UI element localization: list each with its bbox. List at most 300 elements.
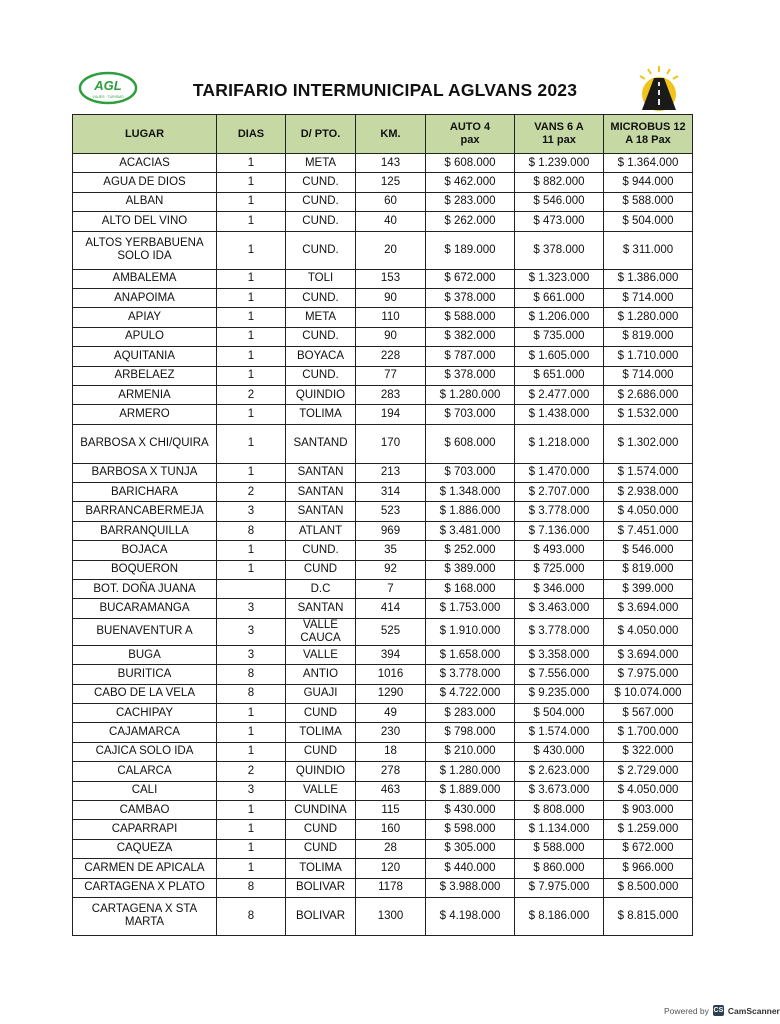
table-cell: 1	[217, 269, 286, 288]
table-cell: ALTOS YERBABUENA SOLO IDA	[73, 231, 217, 269]
agl-logo	[78, 70, 138, 106]
table-row	[73, 347, 693, 366]
table-cell: $ 1.206.000	[515, 308, 604, 327]
table-cell: $ 7.136.000	[515, 521, 604, 540]
table-cell: BOQUERON	[73, 560, 217, 579]
table-cell: 1	[217, 154, 286, 173]
table-cell: 35	[356, 541, 426, 560]
table-cell: $ 735.000	[515, 327, 604, 346]
table-cell: VALLE	[286, 781, 356, 800]
table-cell: $ 1.280.000	[604, 308, 693, 327]
table-cell: QUINDIO	[286, 762, 356, 781]
table-cell: VALLE	[286, 645, 356, 664]
table-cell: $ 966.000	[604, 859, 693, 878]
table-cell: $ 473.000	[515, 212, 604, 231]
table-cell: 1	[217, 541, 286, 560]
table-cell: $ 2.623.000	[515, 762, 604, 781]
table-cell: $ 189.000	[426, 231, 515, 269]
table-cell: $ 8.500.000	[604, 878, 693, 897]
table-cell: $ 493.000	[515, 541, 604, 560]
table-cell: 1	[217, 859, 286, 878]
table-cell: VALLE CAUCA	[286, 618, 356, 645]
table-cell: $ 378.000	[426, 366, 515, 385]
table-row	[73, 212, 693, 231]
table-cell: 20	[356, 231, 426, 269]
table-cell: ANAPOIMA	[73, 288, 217, 307]
table-cell: TOLIMA	[286, 405, 356, 424]
table-cell: BUENAVENTUR A	[73, 618, 217, 645]
column-header: DIAS	[217, 115, 286, 154]
table-cell: $ 567.000	[604, 703, 693, 722]
table-row	[73, 385, 693, 404]
table-cell: 143	[356, 154, 426, 173]
table-cell: $ 787.000	[426, 347, 515, 366]
table-row	[73, 521, 693, 540]
table-cell: 160	[356, 820, 426, 839]
table-cell: $ 798.000	[426, 723, 515, 742]
table-row	[73, 762, 693, 781]
table-cell: ATLANT	[286, 521, 356, 540]
table-cell: $ 389.000	[426, 560, 515, 579]
table-cell: 283	[356, 385, 426, 404]
table-cell: 153	[356, 269, 426, 288]
table-cell: 1	[217, 288, 286, 307]
table-cell: $ 661.000	[515, 288, 604, 307]
table-cell: 1	[217, 742, 286, 761]
table-cell: 170	[356, 424, 426, 463]
table-cell: SANTAN	[286, 463, 356, 482]
table-row	[73, 839, 693, 858]
table-cell: 3	[217, 618, 286, 645]
table-cell: CUND	[286, 560, 356, 579]
table-cell: $ 1.438.000	[515, 405, 604, 424]
table-row	[73, 269, 693, 288]
table-cell: CALARCA	[73, 762, 217, 781]
table-cell: CUND	[286, 742, 356, 761]
table-cell: SANTAN	[286, 599, 356, 618]
table-cell: $ 672.000	[426, 269, 515, 288]
table-cell: $ 262.000	[426, 212, 515, 231]
table-cell: 1	[217, 723, 286, 742]
table-cell: META	[286, 154, 356, 173]
table-cell: 90	[356, 327, 426, 346]
table-cell: $ 725.000	[515, 560, 604, 579]
table-cell: CUND.	[286, 366, 356, 385]
table-cell: APULO	[73, 327, 217, 346]
table-cell: 414	[356, 599, 426, 618]
camscanner-footer	[664, 1005, 780, 1016]
table-cell: 1	[217, 212, 286, 231]
table-cell: CARTAGENA X PLATO	[73, 878, 217, 897]
table-row	[73, 231, 693, 269]
table-row	[73, 463, 693, 482]
table-row	[73, 645, 693, 664]
table-cell: $ 608.000	[426, 154, 515, 173]
table-row	[73, 684, 693, 703]
table-cell: CABO DE LA VELA	[73, 684, 217, 703]
table-cell: 8	[217, 897, 286, 935]
table-cell: 77	[356, 366, 426, 385]
table-cell: $ 1.348.000	[426, 483, 515, 502]
table-cell: $ 7.975.000	[604, 665, 693, 684]
table-cell: GUAJI	[286, 684, 356, 703]
logo-tagline: VIAJES · TURISMO	[92, 95, 124, 99]
table-cell: $ 1.386.000	[604, 269, 693, 288]
table-cell: 8	[217, 684, 286, 703]
table-cell: CAJAMARCA	[73, 723, 217, 742]
table-cell: $ 4.198.000	[426, 897, 515, 935]
table-cell: BUGA	[73, 645, 217, 664]
camscanner-brand: CamScanner	[727, 1005, 780, 1016]
table-row	[73, 560, 693, 579]
logo-text: AGL	[94, 78, 122, 93]
table-row	[73, 742, 693, 761]
table-row	[73, 800, 693, 819]
table-row	[73, 405, 693, 424]
table-cell: BOT. DOÑA JUANA	[73, 580, 217, 599]
table-cell: $ 10.074.000	[604, 684, 693, 703]
table-cell: 1	[217, 560, 286, 579]
table-cell: $ 860.000	[515, 859, 604, 878]
table-cell: 90	[356, 288, 426, 307]
table-row	[73, 327, 693, 346]
table-cell: $ 1.710.000	[604, 347, 693, 366]
table-cell: TOLI	[286, 269, 356, 288]
table-cell: $ 598.000	[426, 820, 515, 839]
table-cell: APIAY	[73, 308, 217, 327]
table-cell: $ 1.753.000	[426, 599, 515, 618]
table-cell: $ 4.050.000	[604, 781, 693, 800]
table-cell: CAQUEZA	[73, 839, 217, 858]
table-cell: 115	[356, 800, 426, 819]
table-cell: $ 168.000	[426, 580, 515, 599]
road-sun-logo	[630, 64, 688, 110]
table-cell: CALI	[73, 781, 217, 800]
table-cell: $ 3.694.000	[604, 645, 693, 664]
table-cell: $ 944.000	[604, 173, 693, 192]
table-cell: CAMBAO	[73, 800, 217, 819]
column-header: KM.	[356, 115, 426, 154]
table-cell: BARICHARA	[73, 483, 217, 502]
table-cell: BUCARAMANGA	[73, 599, 217, 618]
table-cell: $ 322.000	[604, 742, 693, 761]
table-row	[73, 703, 693, 722]
table-cell: $ 3.694.000	[604, 599, 693, 618]
table-row	[73, 288, 693, 307]
table-row	[73, 665, 693, 684]
table-cell: 228	[356, 347, 426, 366]
table-cell: $ 311.000	[604, 231, 693, 269]
table-cell: TOLIMA	[286, 859, 356, 878]
column-header: D/ PTO.	[286, 115, 356, 154]
table-cell: $ 819.000	[604, 560, 693, 579]
table-cell: CUND.	[286, 212, 356, 231]
table-cell: 1300	[356, 897, 426, 935]
table-cell: $ 1.134.000	[515, 820, 604, 839]
table-cell: $ 430.000	[426, 800, 515, 819]
table-cell: $ 1.302.000	[604, 424, 693, 463]
table-cell: CACHIPAY	[73, 703, 217, 722]
table-cell: $ 808.000	[515, 800, 604, 819]
table-cell: $ 440.000	[426, 859, 515, 878]
column-header: MICROBUS 12 A 18 Pax	[604, 115, 693, 154]
table-cell: SANTAND	[286, 424, 356, 463]
tariff-table	[72, 114, 693, 936]
table-cell: $ 588.000	[515, 839, 604, 858]
table-cell: $ 1.364.000	[604, 154, 693, 173]
table-cell: 2	[217, 385, 286, 404]
table-cell: $ 1.605.000	[515, 347, 604, 366]
table-cell: $ 546.000	[604, 541, 693, 560]
table-cell: BOLIVAR	[286, 897, 356, 935]
table-cell: 525	[356, 618, 426, 645]
table-cell: 523	[356, 502, 426, 521]
table-cell: 969	[356, 521, 426, 540]
table-cell: $ 2.938.000	[604, 483, 693, 502]
table-cell: CUND.	[286, 541, 356, 560]
table-cell: 8	[217, 878, 286, 897]
table-cell	[217, 580, 286, 599]
table-cell: $ 3.778.000	[426, 665, 515, 684]
table-cell: $ 1.532.000	[604, 405, 693, 424]
table-cell: 1	[217, 192, 286, 211]
table-cell: 2	[217, 483, 286, 502]
table-cell: $ 714.000	[604, 366, 693, 385]
table-cell: 230	[356, 723, 426, 742]
table-cell: BARRANQUILLA	[73, 521, 217, 540]
table-cell: $ 1.574.000	[604, 463, 693, 482]
table-cell: CUND.	[286, 173, 356, 192]
table-cell: $ 1.218.000	[515, 424, 604, 463]
table-cell: $ 3.988.000	[426, 878, 515, 897]
table-cell: 463	[356, 781, 426, 800]
table-cell: 213	[356, 463, 426, 482]
table-cell: 1	[217, 308, 286, 327]
table-cell: CARTAGENA X STA MARTA	[73, 897, 217, 935]
column-header: VANS 6 A 11 pax	[515, 115, 604, 154]
table-cell: BOJACA	[73, 541, 217, 560]
table-cell: ARBELAEZ	[73, 366, 217, 385]
table-row	[73, 366, 693, 385]
table-cell: 1	[217, 173, 286, 192]
powered-by-label: Powered by	[664, 1005, 709, 1016]
table-cell: $ 703.000	[426, 405, 515, 424]
table-cell: $ 504.000	[604, 212, 693, 231]
table-row	[73, 173, 693, 192]
table-cell: $ 1.910.000	[426, 618, 515, 645]
table-cell: $ 252.000	[426, 541, 515, 560]
table-cell: ALBAN	[73, 192, 217, 211]
table-cell: 1178	[356, 878, 426, 897]
table-cell: 2	[217, 762, 286, 781]
table-cell: $ 4.050.000	[604, 618, 693, 645]
table-cell: CUND	[286, 703, 356, 722]
table-cell: $ 1.280.000	[426, 762, 515, 781]
table-cell: 1	[217, 839, 286, 858]
table-cell: BARBOSA X TUNJA	[73, 463, 217, 482]
table-cell: ANTIO	[286, 665, 356, 684]
table-cell: 314	[356, 483, 426, 502]
table-cell: AGUA DE DIOS	[73, 173, 217, 192]
table-cell: CUNDINA	[286, 800, 356, 819]
table-row	[73, 154, 693, 173]
table-cell: CUND.	[286, 231, 356, 269]
table-cell: $ 3.778.000	[515, 502, 604, 521]
table-cell: $ 1.239.000	[515, 154, 604, 173]
table-cell: 3	[217, 599, 286, 618]
table-cell: $ 1.280.000	[426, 385, 515, 404]
column-header: AUTO 4 pax	[426, 115, 515, 154]
table-row	[73, 618, 693, 645]
table-cell: ACACIAS	[73, 154, 217, 173]
table-cell: CUND	[286, 839, 356, 858]
table-cell: $ 3.358.000	[515, 645, 604, 664]
table-cell: $ 882.000	[515, 173, 604, 192]
table-row	[73, 859, 693, 878]
table-cell: $ 283.000	[426, 192, 515, 211]
table-cell: $ 714.000	[604, 288, 693, 307]
table-cell: 8	[217, 665, 286, 684]
camscanner-icon: CS	[713, 1007, 724, 1014]
table-cell: 92	[356, 560, 426, 579]
table-cell: $ 210.000	[426, 742, 515, 761]
table-cell: CARMEN DE APICALA	[73, 859, 217, 878]
table-row	[73, 723, 693, 742]
table-cell: BOLIVAR	[286, 878, 356, 897]
table-cell: $ 7.556.000	[515, 665, 604, 684]
table-cell: $ 1.886.000	[426, 502, 515, 521]
table-cell: 40	[356, 212, 426, 231]
table-cell: $ 703.000	[426, 463, 515, 482]
table-cell: CUND	[286, 820, 356, 839]
table-cell: $ 2.707.000	[515, 483, 604, 502]
table-cell: TOLIMA	[286, 723, 356, 742]
table-header-row	[73, 115, 693, 154]
table-cell: $ 1.470.000	[515, 463, 604, 482]
table-cell: BARRANCABERMEJA	[73, 502, 217, 521]
table-cell: $ 672.000	[604, 839, 693, 858]
table-cell: 110	[356, 308, 426, 327]
table-cell: CAJICA SOLO IDA	[73, 742, 217, 761]
table-cell: $ 1.574.000	[515, 723, 604, 742]
table-row	[73, 424, 693, 463]
table-cell: $ 2.686.000	[604, 385, 693, 404]
table-cell: 18	[356, 742, 426, 761]
table-cell: SANTAN	[286, 483, 356, 502]
table-cell: CUND.	[286, 327, 356, 346]
table-cell: $ 588.000	[604, 192, 693, 211]
table-row	[73, 308, 693, 327]
table-row	[73, 820, 693, 839]
table-cell: $ 378.000	[426, 288, 515, 307]
table-cell: QUINDIO	[286, 385, 356, 404]
table-row	[73, 781, 693, 800]
table-cell: 194	[356, 405, 426, 424]
table-cell: 125	[356, 173, 426, 192]
table-cell: $ 430.000	[515, 742, 604, 761]
table-cell: $ 7.451.000	[604, 521, 693, 540]
table-cell: $ 305.000	[426, 839, 515, 858]
table-cell: 1290	[356, 684, 426, 703]
table-cell: AQUITANIA	[73, 347, 217, 366]
table-cell: 1	[217, 424, 286, 463]
table-cell: 60	[356, 192, 426, 211]
table-cell: BURITICA	[73, 665, 217, 684]
table-cell: ALTO DEL VINO	[73, 212, 217, 231]
table-cell: 278	[356, 762, 426, 781]
column-header: LUGAR	[73, 115, 217, 154]
table-cell: $ 608.000	[426, 424, 515, 463]
table-cell: SANTAN	[286, 502, 356, 521]
table-cell: AMBALEMA	[73, 269, 217, 288]
table-cell: 7	[356, 580, 426, 599]
table-cell: CAPARRAPI	[73, 820, 217, 839]
table-cell: 1	[217, 405, 286, 424]
table-cell: $ 651.000	[515, 366, 604, 385]
table-cell: 49	[356, 703, 426, 722]
table-cell: $ 819.000	[604, 327, 693, 346]
table-row	[73, 897, 693, 935]
table-cell: 28	[356, 839, 426, 858]
table-cell: $ 3.481.000	[426, 521, 515, 540]
table-cell: $ 1.700.000	[604, 723, 693, 742]
table-row	[73, 483, 693, 502]
table-cell: $ 504.000	[515, 703, 604, 722]
table-cell: D.C	[286, 580, 356, 599]
table-row	[73, 599, 693, 618]
table-cell: 1	[217, 463, 286, 482]
page-title: TARIFARIO INTERMUNICIPAL AGLVANS 2023	[192, 80, 578, 100]
table-cell: $ 1.658.000	[426, 645, 515, 664]
table-cell: $ 588.000	[426, 308, 515, 327]
table-cell: 3	[217, 502, 286, 521]
table-cell: 1	[217, 231, 286, 269]
table-cell: $ 546.000	[515, 192, 604, 211]
table-cell: $ 378.000	[515, 231, 604, 269]
table-row	[73, 502, 693, 521]
table-cell: $ 399.000	[604, 580, 693, 599]
table-row	[73, 192, 693, 211]
table-cell: $ 7.975.000	[515, 878, 604, 897]
table-cell: ARMERO	[73, 405, 217, 424]
table-cell: $ 3.778.000	[515, 618, 604, 645]
table-cell: 394	[356, 645, 426, 664]
table-cell: 1	[217, 820, 286, 839]
table-cell: 1	[217, 366, 286, 385]
table-cell: $ 2.477.000	[515, 385, 604, 404]
table-cell: 1	[217, 800, 286, 819]
table-cell: $ 382.000	[426, 327, 515, 346]
table-cell: 1016	[356, 665, 426, 684]
table-cell: $ 1.889.000	[426, 781, 515, 800]
table-cell: BOYACA	[286, 347, 356, 366]
table-row	[73, 878, 693, 897]
table-cell: $ 8.815.000	[604, 897, 693, 935]
table-row	[73, 541, 693, 560]
table-cell: CUND.	[286, 192, 356, 211]
table-cell: $ 3.673.000	[515, 781, 604, 800]
table-cell: BARBOSA X CHI/QUIRA	[73, 424, 217, 463]
table-cell: 3	[217, 645, 286, 664]
table-cell: 1	[217, 347, 286, 366]
table-cell: 8	[217, 521, 286, 540]
table-cell: ARMENIA	[73, 385, 217, 404]
table-cell: $ 9.235.000	[515, 684, 604, 703]
table-cell: $ 283.000	[426, 703, 515, 722]
table-cell: $ 4.050.000	[604, 502, 693, 521]
table-cell: META	[286, 308, 356, 327]
table-cell: 3	[217, 781, 286, 800]
